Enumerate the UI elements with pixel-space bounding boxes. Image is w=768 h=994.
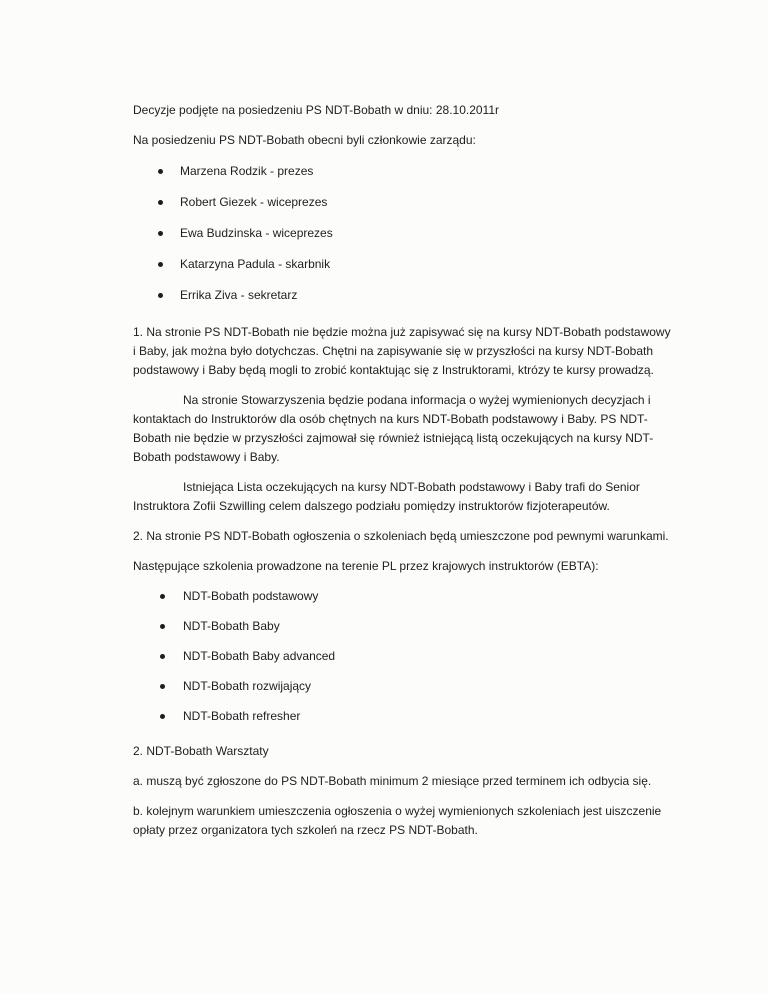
list-item: Ewa Budzinska - wiceprezes bbox=[133, 224, 673, 255]
document-body bbox=[133, 101, 673, 851]
courses-list bbox=[133, 587, 673, 737]
point-1-info: Na stronie Stowarzyszenia będzie podana informacja o wyżej wymienionych decyzjach i kontaktach do Instruktorów dla osób chętnych na kurs NDT-Bobath podstawowy i Baby. PS NDT-Bobath nie będzie w przyszłości zajmował się również istniejącą listą oczekujących na kursy NDT-Bobath podstawowy i Baby. bbox=[133, 393, 654, 464]
document-title: Decyzje podjęte na posiedzeniu PS NDT-Bobath w dniu: 28.10.2011r bbox=[133, 103, 500, 117]
list-item: NDT-Bobath podstawowy bbox=[133, 587, 673, 617]
list-item: Marzena Rodzik - prezes bbox=[133, 162, 673, 193]
condition-a: a. muszą być zgłoszone do PS NDT-Bobath minimum 2 miesiące przed terminem ich odbycia się. bbox=[133, 774, 652, 788]
list-item: NDT-Bobath Baby advanced bbox=[133, 647, 673, 677]
list-item: NDT-Bobath rozwijający bbox=[133, 677, 673, 707]
list-item: Katarzyna Padula - skarbnik bbox=[133, 255, 673, 286]
point-1: 1. Na stronie PS NDT-Bobath nie będzie można już zapisywać się na kursy NDT-Bobath podstawowy i Baby, jak można było dotychczas. Chętni na zapisywanie się w przyszłości na kursy NDT-Bobath podstawowy i Baby będą mogli to zrobić kontaktując się z Instruktorami, ktrózy te kursy prowadzą. bbox=[133, 325, 671, 377]
courses-intro: Następujące szkolenia prowadzone na terenie PL przez krajowych instruktorów (EBTA): bbox=[133, 559, 599, 573]
list-item: Robert Giezek - wiceprezes bbox=[133, 193, 673, 224]
condition-b: b. kolejnym warunkiem umieszczenia ogłoszenia o wyżej wymienionych szkoleniach jest uiszczenie opłaty przez organizatora tych szkoleń na rzecz PS NDT-Bobath. bbox=[133, 804, 662, 837]
point-2: 2. Na stronie PS NDT-Bobath ogłoszenia o szkoleniach będą umieszczone pod pewnymi warunkami. bbox=[133, 529, 669, 543]
point-2-workshops: 2. NDT-Bobath Warsztaty bbox=[133, 744, 269, 758]
intro-text: Na posiedzeniu PS NDT-Bobath obecni byli członkowie zarządu: bbox=[133, 133, 476, 147]
point-1-list: Istniejąca Lista oczekujących na kursy NDT-Bobath podstawowy i Baby trafi do Senior Instruktora Zofii Szwilling celem dalszego podziału pomiędzy instruktorów fizjoterapeutów. bbox=[133, 480, 640, 513]
list-item: Errika Ziva - sekretarz bbox=[133, 286, 673, 317]
list-item: NDT-Bobath Baby bbox=[133, 617, 673, 647]
board-members-list bbox=[133, 162, 673, 317]
list-item: NDT-Bobath refresher bbox=[133, 707, 673, 737]
